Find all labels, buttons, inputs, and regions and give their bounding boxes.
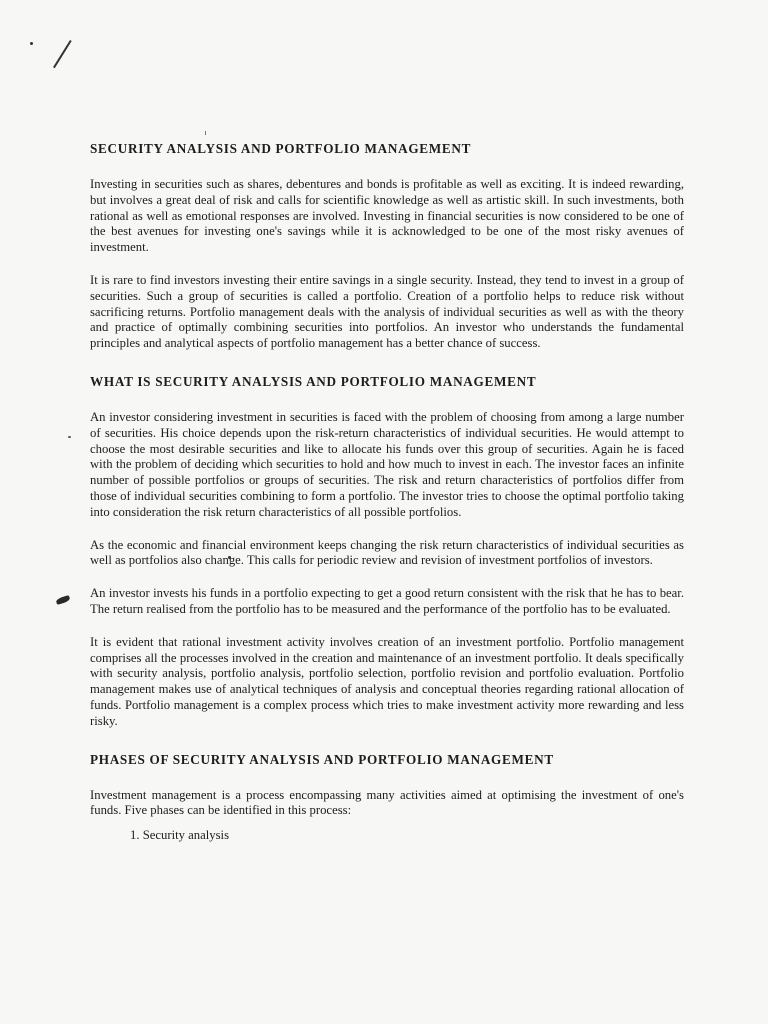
paragraph: An investor invests his funds in a portfolio expecting to get a good return consistent with the risk that he has to bear. The return realised from the portfolio has to be measured and the performance of the portfolio has to be evaluated. bbox=[90, 586, 684, 616]
document-body bbox=[90, 141, 684, 843]
pen-mark bbox=[30, 42, 33, 45]
paragraph: An investor considering investment in securities is faced with the problem of choosing from among a large number of securities. His choice depends upon the risk-return characteristics of individual securities. He would attempt to choose the most desirable securities and like to allocate his funds over this group of securities. Again he is faced with the problem of deciding which securities to hold and how much to invest in each. The investor faces an infinite number of possible portfolios or groups of securities. The risk and return characteristics of portfolios differ from those of individual securities combining to form a portfolio. The investor tries to choose the optimal portfolio taking into consideration the risk return characteristics of all possible portfolios. bbox=[90, 409, 684, 519]
pen-mark bbox=[55, 595, 70, 605]
section-heading: PHASES OF SECURITY ANALYSIS AND PORTFOLIO MANAGEMENT bbox=[90, 751, 554, 767]
paragraph: As the economic and financial environment keeps changing the risk return characteristics of individual securities as well as portfolios also change. This calls for periodic review and revision of investment portfolios of investors. bbox=[90, 537, 684, 568]
section-heading: WHAT IS SECURITY ANALYSIS AND PORTFOLIO MANAGEMENT bbox=[90, 373, 537, 389]
section-heading: SECURITY ANALYSIS AND PORTFOLIO MANAGEMENT bbox=[90, 141, 472, 156]
paragraph: It is evident that rational investment activity involves creation of an investment portfolio. Portfolio management comprises all the processes involved in the creation and maintenance of an investment portfolio. It deals specifically with security analysis, portfolio analysis, portfolio selection, portfolio revision and portfolio evaluation. Portfolio management makes use of analytical techniques of analysis and conceptual theories regarding rational allocation of funds. Portfolio management is a complex process which tries to make investment activity more rewarding and less risky. bbox=[90, 634, 684, 728]
paragraph: Investing in securities such as shares, debentures and bonds is profitable as well as exciting. It is indeed rewarding, but involves a great deal of risk and calls for scientific knowledge as well as artistic skill. In such investments, both rational as well as emotional responses are involved. Investing in financial securities is now considered to be one of the best avenues for investing one's savings while it is acknowledged to be one of the most risky avenues of investment. bbox=[90, 177, 684, 255]
scan-speck bbox=[68, 436, 71, 438]
list-item: 1. Security analysis bbox=[130, 828, 230, 843]
pen-stroke bbox=[53, 40, 71, 68]
paragraph: Investment management is a process encompassing many activities aimed at optimising the investment of one's funds. Five phases can be identified in this process: bbox=[90, 787, 684, 818]
paragraph: It is rare to find investors investing their entire savings in a single security. Instead, they tend to invest in a group of securities. Such a group of securities is called a portfolio. Creation of a portfolio helps to reduce risk without sacrificing returns. Portfolio management deals with the analysis of individual securities as well as with the theory and practice of optimally combining securities into portfolios. An investor who understands the fundamental principles and analytical aspects of portfolio management has a better chance of success. bbox=[90, 272, 684, 351]
scan-speck bbox=[205, 131, 206, 135]
